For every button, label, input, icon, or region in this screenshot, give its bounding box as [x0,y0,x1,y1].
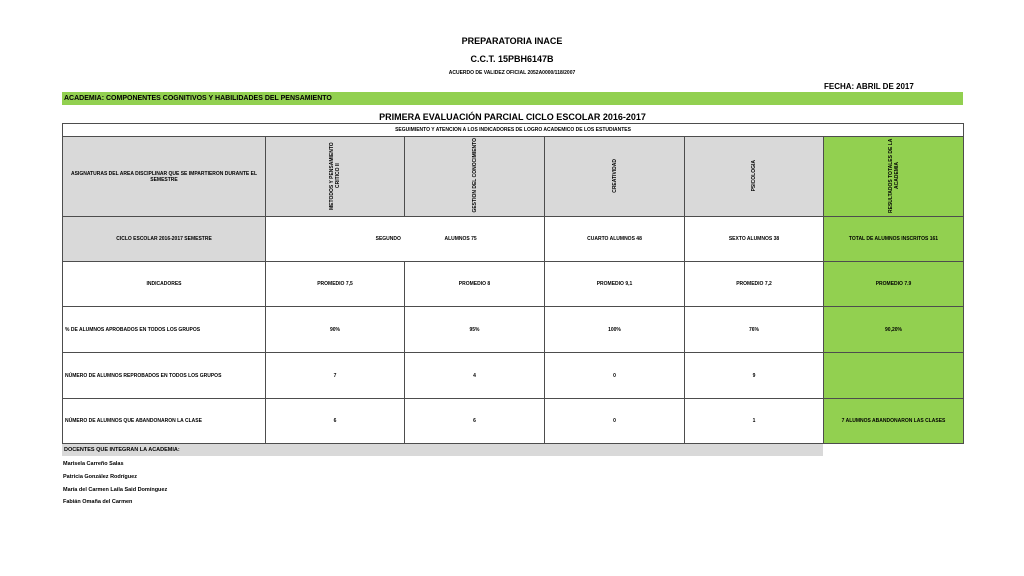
cell-value: PROMEDIO 8 [405,262,545,307]
cell-value: 0 [545,353,685,399]
evaluation-title: PRIMERA EVALUACIÓN PARCIAL CICLO ESCOLAR 2016-2017 [379,112,646,122]
teacher-name: Marisela Carreño Salas [63,461,124,467]
cell-value: 4 [405,353,545,399]
teachers-header: DOCENTES QUE INTEGRAN LA ACADEMIA: [62,444,823,456]
cycle-label: CICLO ESCOLAR 2016-2017 SEMESTRE [63,217,266,262]
subject-label: PSICOLOGIA [751,159,757,192]
teacher-name: Fabián Omaña del Carmen [63,499,133,505]
table-row [63,307,964,353]
row-label: NÚMERO DE ALUMNOS REPROBADOS EN TODOS LOS GRUPOS [63,353,266,399]
cct-code: C.C.T. 15PBH6147B [470,54,554,64]
cell-value: 6 [266,399,405,444]
cell-value: PROMEDIO 7,2 [685,262,824,307]
subject-header [685,137,824,217]
row-total: 7 ALUMNOS ABANDONARON LAS CLASES [824,399,964,444]
row-total: 90,20% [824,307,964,353]
agreement-text: ACUERDO DE VALIDEZ OFICIAL 2052A0000/118/2007 [448,70,576,76]
cell-value: 95% [405,307,545,353]
students-a: ALUMNOS 75 [444,236,477,242]
semester-cell [266,217,545,262]
academy-banner: ACADEMIA: COMPONENTES COGNITIVOS Y HABILIDADES DEL PENSAMIENTO [62,92,963,105]
subject-label: CREATIVIDAD [611,158,618,193]
cell-value: 0 [545,399,685,444]
semester-cell: CUARTO ALUMNOS 48 [545,217,685,262]
report-date: FECHA: ABRIL DE 2017 [824,82,914,91]
row-label: NÚMERO DE ALUMNOS QUE ABANDONARON LA CLASE [63,399,266,444]
row-label: INDICADORES [63,262,266,307]
cell-value: 6 [405,399,545,444]
indicators-table [62,123,964,444]
table-row [63,353,964,399]
cell-value: 100% [545,307,685,353]
subjects-header: ASIGNATURAS DEL AREA DISCIPLINAR QUE SE IMPARTIERON DURANTE EL SEMESTRE [63,137,266,217]
totals-label: RESULTADOS TOTALES DE LA ACADEMIA [887,138,900,213]
cell-value: 76% [685,307,824,353]
teacher-name: María del Carmen Laila Said Domínguez [63,487,168,493]
subject-label: GESTION DEL CONOCIMIENTO [471,138,478,213]
cell-value: 1 [685,399,824,444]
cell-value: 7 [266,353,405,399]
totals-header [824,137,964,217]
total-students: TOTAL DE ALUMNOS INSCRITOS 161 [824,217,964,262]
row-total: PROMEDIO 7.9 [824,262,964,307]
table-row [63,399,964,444]
teacher-name: Patricia González Rodríguez [63,474,137,480]
school-title: PREPARATORIA INACE [461,36,563,46]
subject-header [545,137,685,217]
subject-header [405,137,545,217]
subject-label: METODOS Y PENSAMIENTO CRITICO II [329,141,341,210]
cell-value: 9 [685,353,824,399]
semester-a: SEGUNDO [375,236,401,242]
cell-value: PROMEDIO 7,5 [266,262,405,307]
table-caption: SEGUIMIENTO Y ATENCION A LOS INDICADORES DE LOGRO ACADEMICO DE LOS ESTUDIANTES [63,124,964,137]
cell-value: 90% [266,307,405,353]
semester-cell: SEXTO ALUMNOS 38 [685,217,824,262]
cell-value: PROMEDIO 9,1 [545,262,685,307]
subject-header [266,137,405,217]
row-total [824,353,964,399]
table-row [63,262,964,307]
row-label: % DE ALUMNOS APROBADOS EN TODOS LOS GRUPOS [63,307,266,353]
